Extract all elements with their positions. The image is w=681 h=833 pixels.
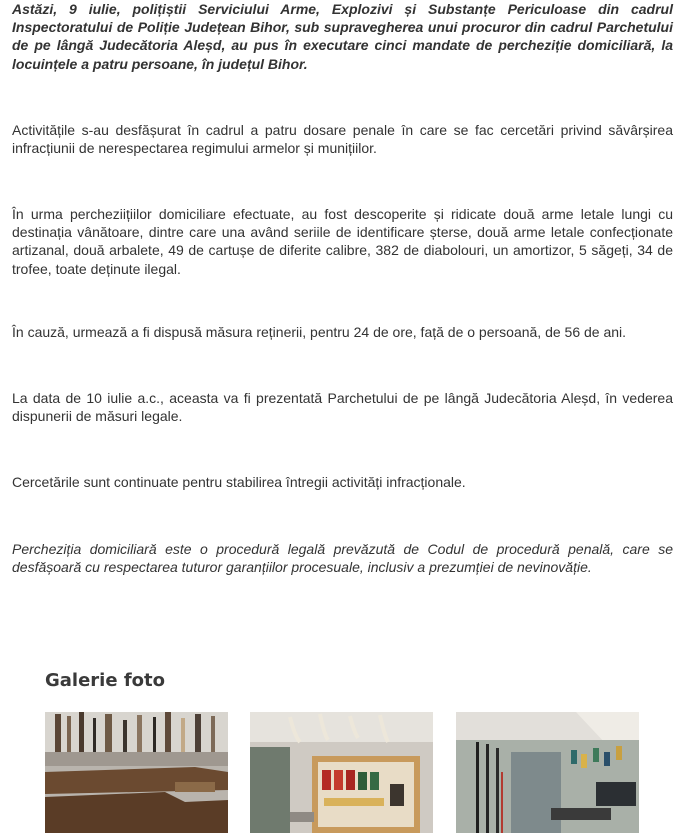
rifles-and-cartridges-photo: [456, 712, 639, 833]
gallery-photo-ammunition[interactable]: [250, 712, 433, 833]
article-paragraph: Activitățile s-au desfășurat în cadrul a patru dosare penale în care se fac cercetări privind săvârșirea infracțiunii de nerespectarea regimului armelor și munițiilor.: [12, 122, 673, 157]
gallery-title: Galerie foto: [45, 670, 165, 691]
article-paragraph: În cauză, urmează a fi dispusă măsura reținerii, pentru 24 de ore, față de o persoană, de 56 de ani.: [12, 324, 627, 340]
gallery-photo-weapons[interactable]: [45, 712, 228, 833]
seized-weapons-photo: [45, 712, 228, 833]
article-paragraph: Cercetările sunt continuate pentru stabilirea întregii activități infracționale.: [12, 474, 466, 490]
legal-note: Percheziția domiciliară este o procedură legală prevăzută de Codul de procedură penală, care se desfășoară cu respectarea tuturor garanțiilor procesuale, inclusiv a prezumției de nevinovăție.: [12, 541, 673, 576]
article-paragraph: În urma percheziițiilor domiciliare efectuate, au fost descoperite și ridicate două arme letale lungi cu destinația vânătoare, dintre care una având seriile de identificare șterse, două arme letale confecționate artizanal, două arbalete, 49 de cartușe de diferite calibre, 382 de diabolouri, un amortizor, 5 săgeți, 34 de trofee, toate deținute ilegal.: [12, 206, 673, 277]
gallery-photo-rifles[interactable]: [456, 712, 639, 833]
article-paragraph: La data de 10 iulie a.c., aceasta va fi prezentată Parchetului de pe lângă Judecătoria Aleșd, în vederea dispunerii de măsuri legale.: [12, 390, 673, 425]
ammunition-box-photo: [250, 712, 433, 833]
article-lead: Astăzi, 9 iulie, polițiștii Serviciului Arme, Explozivi și Substanțe Periculoase din cadrul Inspectoratului de Poliție Județean Bihor, sub supravegherea unui procuror din cadrul Parchetului de pe lângă Judecătoria Aleșd, au pus în executare cinci mandate de percheziție domiciliară, la locuințele a patru persoane, în județul Bihor.: [12, 1, 673, 72]
